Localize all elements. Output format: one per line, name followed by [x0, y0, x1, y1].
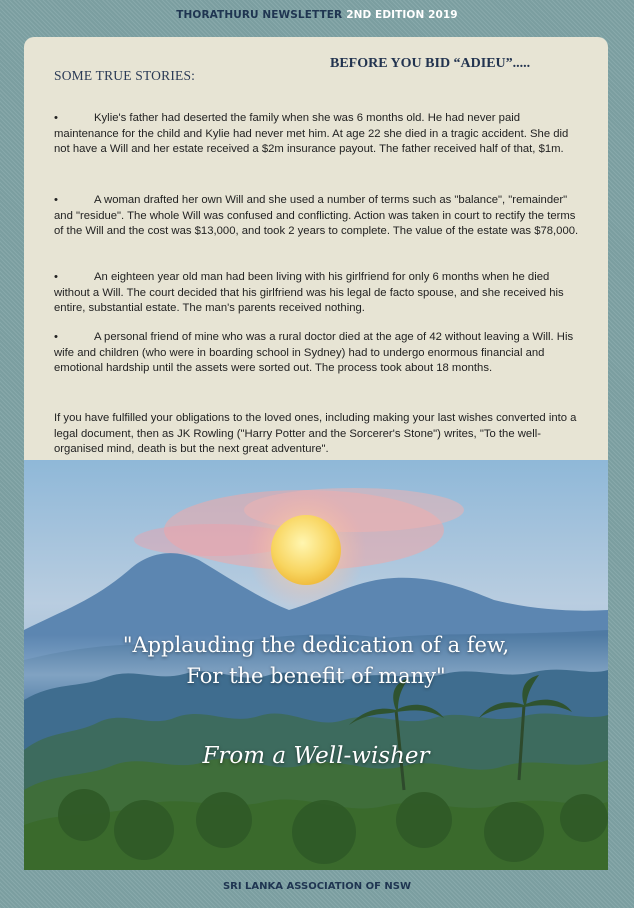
story-paragraph	[54, 193, 584, 240]
story-text: An eighteen year old man had been living with his girlfriend for only 6 months when he died without a Will. The court decided that his girlfriend was his legal de facto spouse, and she received his entire, substantial estate. The man's parents received nothing.	[54, 271, 564, 314]
bullet-icon: •	[54, 194, 58, 206]
bullet-icon: •	[54, 331, 58, 343]
banner-quote	[24, 630, 608, 692]
newsletter-name: THORATHURU NEWSLETTER	[176, 9, 343, 21]
signature-text: From a Well-wisher	[202, 743, 430, 769]
section-heading: SOME TRUE STORIES:	[54, 68, 196, 83]
quote-line-2: For the benefit of many"	[186, 664, 446, 688]
story-text: A woman drafted her own Will and she used a number of terms such as "balance", "remainder" and "residue". The whole Will was confused and conflicting. Action was taken in court to rectify the terms of the Will and the cost was $13,000, and took 2 years to complete. The value of the estate was $78,000.	[54, 194, 579, 237]
closing-paragraph: If you have fulfilled your obligations to the loved ones, including making your last wishes converted into a legal document, then as JK Rowling ("Harry Potter and the Sorcerer's Stone") writes, "To the well-organised mind, death is but the next great adventure".	[54, 412, 577, 455]
story-text: A personal friend of mine who was a rural doctor died at the age of 42 without leaving a Will. His wife and children (who were in boarding school in Sydney) had to undergo enormous financial and emotional hardship until the assets were sorted out. The process took about 18 months.	[54, 331, 574, 374]
bullet-icon: •	[54, 112, 58, 124]
article-title: BEFORE YOU BID “ADIEU”.....	[330, 56, 531, 71]
story-text: Kylie's father had deserted the family when she was 6 months old. He had never paid maintenance for the child and Kylie had never met him. At age 22 she died in a tragic accident. She did not have a Will and her estate received a $2m insurance payout. The father received half of that, $1m.	[54, 112, 569, 155]
newsletter-header	[0, 9, 634, 21]
story-paragraph	[54, 111, 584, 158]
sunrise-landscape-image	[24, 460, 608, 870]
story-paragraph	[54, 330, 584, 377]
footer-organization: SRI LANKA ASSOCIATION OF NSW	[222, 881, 412, 892]
article-panel	[24, 37, 608, 460]
story-paragraph	[54, 270, 584, 317]
bullet-icon: •	[54, 271, 58, 283]
quote-line-1: "Applauding the dedication of a few,	[122, 633, 510, 657]
edition-label: 2ND EDITION 2019	[346, 9, 458, 21]
